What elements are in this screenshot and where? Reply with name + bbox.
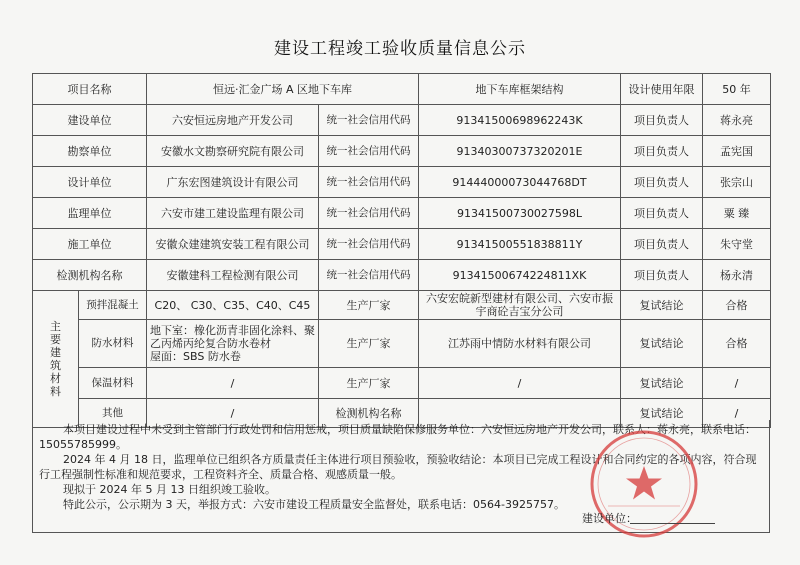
page-title: 建设工程竣工验收质量信息公示: [274, 39, 526, 59]
lead-name: 蒋永亮: [703, 105, 771, 136]
material-type: 保温材料: [79, 368, 147, 399]
unit-row: [33, 136, 771, 167]
material-spec: 地下室：橡化沥青非固化涂料、聚乙丙烯丙纶复合防水卷材 屋面：SBS 防水卷: [147, 320, 319, 368]
check-label: 复试结论: [621, 291, 703, 320]
unit-name: 安徽建科工程检测有限公司: [147, 260, 319, 291]
unit-name: 安徽水文勘察研究院有限公司: [147, 136, 319, 167]
lead-name: 孟宪国: [703, 136, 771, 167]
unit-role: 施工单位: [33, 229, 147, 260]
design-life-label: 设计使用年限: [621, 74, 703, 105]
check-result: /: [703, 399, 771, 428]
credit-code: 91341500674224811XK: [419, 260, 621, 291]
credit-code-label: 统一社会信用代码: [319, 260, 419, 291]
info-table: [32, 73, 771, 428]
project-structure: 地下车库框架结构: [419, 74, 621, 105]
note-paragraph: 特此公示，公示期为 3 天，举报方式：六安市建设工程质量安全监督处，联系电话：0564-3925757。: [63, 498, 565, 511]
check-label: 复试结论: [621, 368, 703, 399]
project-name-label: 项目名称: [33, 74, 147, 105]
note-paragraph: 本项目建设过程中未受到主管部门行政处罚和信用惩戒，项目质量缺陷保修服务单位：六安恒远房地产开发公司，联系人：蒋永亮，联系电话：15055785999。: [39, 423, 756, 451]
material-row: [33, 291, 771, 320]
material-row: [33, 320, 771, 368]
materials-group-label: 主 要 建 筑 材 料: [33, 291, 79, 428]
lead-name: 张宗山: [703, 167, 771, 198]
unit-row: [33, 167, 771, 198]
material-type: 预拌混凝土: [79, 291, 147, 320]
unit-role: 勘察单位: [33, 136, 147, 167]
lead-name: 粟 臻: [703, 198, 771, 229]
note-paragraph: 现拟于 2024 年 5 月 13 日组织竣工验收。: [63, 483, 276, 496]
material-row: [33, 368, 771, 399]
maker-name: 六安宏皖新型建材有限公司、六安市振宇商砼吉宝分公司: [419, 291, 621, 320]
unit-row: [33, 260, 771, 291]
maker-label: 生产厂家: [319, 368, 419, 399]
unit-row: [33, 198, 771, 229]
credit-code: 91341500730027598L: [419, 198, 621, 229]
credit-code-label: 统一社会信用代码: [319, 167, 419, 198]
check-result: /: [703, 368, 771, 399]
lead-label: 项目负责人: [621, 198, 703, 229]
maker-label: 生产厂家: [319, 291, 419, 320]
credit-code: 91341500551838811Y: [419, 229, 621, 260]
unit-role: 建设单位: [33, 105, 147, 136]
lead-label: 项目负责人: [621, 229, 703, 260]
lead-label: 项目负责人: [621, 260, 703, 291]
credit-code: 91340300737320201E: [419, 136, 621, 167]
material-type: 其他: [79, 399, 147, 428]
maker-label: 生产厂家: [319, 320, 419, 368]
signature-line: [630, 523, 715, 524]
unit-name: 安徽众建建筑安装工程有限公司: [147, 229, 319, 260]
project-name: 恒远·汇金广场 A 区地下车库: [147, 74, 419, 105]
lead-label: 项目负责人: [621, 105, 703, 136]
lead-label: 项目负责人: [621, 136, 703, 167]
credit-code: 91444000073044768DT: [419, 167, 621, 198]
lead-name: 杨永清: [703, 260, 771, 291]
unit-row: [33, 105, 771, 136]
unit-row: [33, 229, 771, 260]
check-result: 合格: [703, 320, 771, 368]
credit-code-label: 统一社会信用代码: [319, 105, 419, 136]
note-paragraph: 2024 年 4 月 18 日，监理单位已组织各方质量责任主体进行项目预验收，预验收结论：本项目已完成工程设计和合同约定的各项内容，符合现行工程强制性标准和规范要求，工程资料齐全、质量合格、观感质量一般。: [39, 453, 757, 481]
unit-role: 设计单位: [33, 167, 147, 198]
maker-label: 检测机构名称: [319, 399, 419, 428]
material-spec: /: [147, 399, 319, 428]
check-label: 复试结论: [621, 399, 703, 428]
check-label: 复试结论: [621, 320, 703, 368]
credit-code-label: 统一社会信用代码: [319, 198, 419, 229]
unit-name: 六安市建工建设监理有限公司: [147, 198, 319, 229]
material-type: 防水材料: [79, 320, 147, 368]
sign-label: 建设单位：: [582, 512, 637, 525]
project-row: [33, 74, 771, 105]
maker-name: /: [419, 368, 621, 399]
credit-code-label: 统一社会信用代码: [319, 229, 419, 260]
maker-name: 江苏雨中情防水材料有限公司: [419, 320, 621, 368]
material-spec: /: [147, 368, 319, 399]
credit-code-label: 统一社会信用代码: [319, 136, 419, 167]
lead-label: 项目负责人: [621, 167, 703, 198]
unit-role: 监理单位: [33, 198, 147, 229]
unit-role: 检测机构名称: [33, 260, 147, 291]
credit-code: 91341500698962243K: [419, 105, 621, 136]
unit-name: 六安恒远房地产开发公司: [147, 105, 319, 136]
lead-name: 朱守堂: [703, 229, 771, 260]
material-spec: C20、 C30、C35、C40、C45: [147, 291, 319, 320]
check-result: 合格: [703, 291, 771, 320]
design-life: 50 年: [703, 74, 771, 105]
unit-name: 广东宏图建筑设计有限公司: [147, 167, 319, 198]
